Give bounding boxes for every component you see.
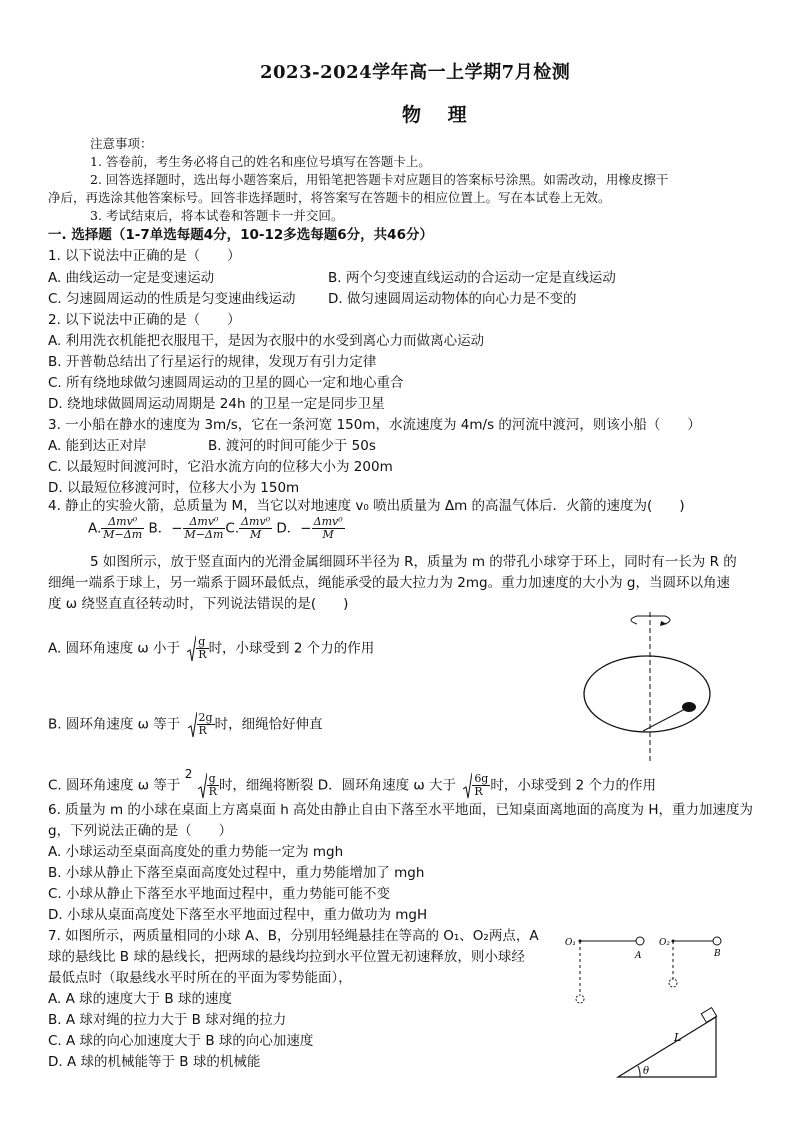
sqrt-numerator: 2g: [198, 711, 213, 724]
q4-option-b-label: B．−: [148, 520, 183, 537]
q5-line-3: 度 ω 绕竖直直径转动时，下列说法错误的是( ): [48, 596, 349, 612]
radical-sign: [188, 712, 197, 738]
q7-line-2: 球的悬线比 B 球的悬线长，把两球的悬线均拉到水平位置无初速释放，则小球经: [48, 949, 525, 965]
note-1: 1. 答卷前，考生务必将自己的姓名和座位号填写在答题卡上。: [90, 154, 431, 169]
q7-line-3: 最低点时（取悬线水平时所在的平面为零势能面），: [48, 970, 352, 986]
q5-option-cd: [48, 766, 657, 798]
note-2a: 2. 回答选择题时，选出每小题答案后，用铅笔把答题卡对应题目的答案标号涂黑。如需改动，用橡皮擦干: [90, 172, 669, 187]
q5-option-d-sqrt: [472, 773, 490, 798]
q3-option-c: C. 以最短时间渡河时，它沿水流方向的位移大小为 200m: [48, 459, 393, 475]
q4-options: [88, 516, 345, 541]
notes-heading: 注意事项：: [90, 136, 153, 151]
q5-option-b: [48, 712, 323, 737]
fraction-denominator: M−Δm: [103, 528, 143, 541]
q5-option-a-sqrt: [196, 636, 208, 661]
exam-title: 2023-2024学年高一上学期7月检测: [260, 62, 571, 83]
sqrt-denominator: R: [198, 648, 207, 661]
angle-arc: [638, 1066, 640, 1077]
q6-option-d: D. 小球从桌面高度处下落至水平地面过程中，重力做功为 mgH: [48, 907, 428, 923]
q6-stem: 6. 质量为 m 的小球在桌面上方离桌面 h 高处由静止自由下落至水平地面，已知桌面离地面的高度为 H，重力加速度为: [48, 802, 753, 818]
q2-option-b: B. 开普勒总结出了行星运行的规律，发现万有引力定律: [48, 354, 377, 370]
q3-option-b: B. 渡河的时间可能少于 50s: [208, 438, 376, 454]
q3-option-d: D. 以最短位移渡河时，位移大小为 150m: [48, 480, 300, 496]
q4-option-c-fraction: [239, 516, 272, 541]
ball-a-lowest: [576, 995, 584, 1003]
o2-label: O₂: [659, 938, 670, 948]
theta-label: θ: [643, 1066, 650, 1077]
q6-option-a: A. 小球运动至桌面高度处的重力势能一定为 mgh: [48, 844, 344, 860]
ball: [682, 702, 696, 712]
q4-option-b-fraction: [183, 516, 226, 541]
q1-option-b: B. 两个匀变速直线运动的合运动一定是直线运动: [328, 270, 616, 286]
q4-stem: 4. 静止的实验火箭，总质量为 M，当它以对地速度 v₀ 喷出质量为 Δm 的高温气体后．火箭的速度为( ): [48, 498, 685, 514]
incline-triangle: [618, 1017, 716, 1077]
q5-option-c-sqrt: [207, 773, 219, 798]
q3-stem: 3. 一小船在静水的速度为 3m/s，它在一条河宽 150m，水流速度为 4m/s 的河流中渡河，则该小船（ ）: [48, 417, 701, 433]
incline-figure: [612, 1007, 722, 1082]
fraction-numerator: Δmv⁰: [183, 516, 226, 529]
radical-sign: [187, 636, 196, 662]
q5-coefficient: 2: [184, 766, 193, 781]
q3-option-a: A. 能到达正对岸: [48, 438, 147, 454]
fraction-numerator: Δmv⁰: [241, 515, 271, 528]
ball-b: [713, 937, 721, 945]
ball-b-label: B: [714, 949, 721, 959]
sqrt-numerator: g: [207, 773, 219, 786]
q6-stem-2: g，下列说法正确的是（ ）: [48, 823, 233, 839]
q1-stem: 1. 以下说法中正确的是（ ）: [48, 248, 241, 264]
rotating-ring-figure: [575, 612, 735, 762]
q2-stem: 2. 以下说法中正确的是（ ）: [48, 312, 241, 328]
block: [701, 1008, 716, 1023]
q5-line-2: 细绳一端系于球上，另一端系于圆环最低点，绳能承受的最大拉力为 2mg。重力加速度的大小为 g，当圆环以角速: [48, 575, 730, 591]
q5-option-a-tail: 时，小球受到 2 个力的作用: [208, 640, 375, 657]
q7-option-b: B. A 球对绳的拉力大于 B 球对绳的拉力: [48, 1012, 287, 1028]
sqrt-numerator: g: [196, 636, 208, 649]
ball-a: [636, 937, 644, 945]
q6-option-c: C. 小球从静止下落至水平地面过程中，重力势能可能不变: [48, 886, 391, 902]
sqrt-denominator: R: [198, 724, 207, 737]
fraction-denominator: M−Δm: [184, 528, 224, 541]
q7-option-a: A. A 球的速度大于 B 球的速度: [48, 991, 232, 1007]
note-2b: 净后，再选涂其他答案标号。回答非选择题时，将答案写在答题卡的相应位置上。写在本试卷上无效。: [48, 190, 611, 205]
subject-title: 物 理: [402, 104, 477, 126]
q2-option-d: D. 绕地球做圆周运动周期是 24h 的卫星一定是同步卫星: [48, 396, 385, 412]
q5-option-c-text: C. 圆环角速度 ω 等于: [48, 777, 181, 794]
q4-option-d-label: D．−: [276, 520, 312, 537]
q2-option-c: C. 所有绕地球做匀速圆周运动的卫星的圆心一定和地心重合: [48, 375, 404, 391]
q4-option-a-fraction: [101, 516, 144, 541]
q5-option-a-text: A. 圆环角速度 ω 小于: [48, 640, 180, 657]
sqrt-denominator: R: [208, 785, 217, 798]
fraction-denominator: M: [322, 528, 334, 541]
metal-ring: [584, 656, 710, 732]
fraction-numerator: Δmv⁰: [101, 516, 144, 529]
q5-option-d-text: 时，细绳将断裂 D．圆环角速度 ω 大于: [218, 777, 457, 794]
radical-sign: [198, 773, 207, 799]
note-3: 3. 考试结束后，将本试卷和答题卡一并交回。: [90, 208, 344, 223]
q5-option-b-sqrt: [197, 712, 215, 737]
q7-line-1: 7. 如图所示，两质量相同的小球 A、B，分别用轻绳悬挂在等高的 O₁、O₂两点，A: [48, 928, 539, 944]
radical-sign: [463, 773, 472, 799]
section-heading: 一. 选择题（1-7单选每题4分，10-12多选每题6分，共46分）: [48, 227, 433, 243]
q5-option-b-text: B. 圆环角速度 ω 等于: [48, 716, 181, 733]
sqrt-denominator: R: [474, 785, 483, 798]
q5-option-a: [48, 636, 374, 661]
q1-option-a: A. 曲线运动一定是变速运动: [48, 270, 215, 286]
length-label: L: [674, 1031, 682, 1044]
q1-option-c: C. 匀速圆周运动的性质是匀变速曲线运动: [48, 291, 296, 307]
rotation-arrowhead-icon: [660, 621, 667, 626]
q5-option-b-tail: 时，细绳恰好伸直: [214, 716, 323, 733]
sqrt-numerator: 6g: [474, 772, 489, 785]
fraction-numerator: Δmv⁰: [313, 515, 343, 528]
ball-b-lowest: [669, 979, 677, 987]
q2-option-a: A. 利用洗衣机能把衣服甩干，是因为衣服中的水受到离心力而做离心运动: [48, 333, 485, 349]
q5-line-1: 5 如图所示，放于竖直面内的光滑金属细圆环半径为 R，质量为 m 的带孔小球穿于环上，同时有一长为 R 的: [90, 554, 737, 570]
fraction-denominator: M: [249, 528, 262, 541]
o1-label: O₁: [565, 938, 576, 948]
q7-option-d: D. A 球的机械能等于 B 球的机械能: [48, 1054, 261, 1070]
pendulum-figure: [560, 928, 740, 1008]
q7-option-c: C. A 球的向心加速度大于 B 球的向心加速度: [48, 1033, 314, 1049]
q6-option-b: B. 小球从静止下落至桌面高度处过程中，重力势能增加了 mgh: [48, 865, 425, 881]
q5-option-d-tail: 时，小球受到 2 个力的作用: [490, 777, 657, 794]
q4-option-d-fraction: [312, 516, 345, 541]
q4-option-a-label: A.: [88, 520, 102, 537]
ball-a-label: A: [635, 951, 642, 961]
q4-option-c-label: C.: [225, 520, 240, 537]
q1-option-d: D. 做匀速圆周运动物体的向心力是不变的: [328, 291, 577, 307]
